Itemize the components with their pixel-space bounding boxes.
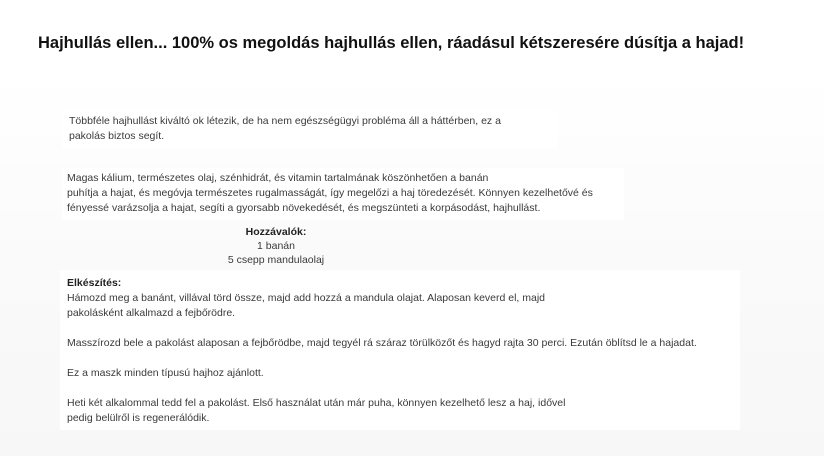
frequency-line: pedig belülről is regenerálódik. — [67, 412, 210, 424]
preparation-step-2: Masszírozd bele a pakolást alaposan a fejbőrödbe, majd tegyél rá száraz törülközőt és hagyd rajta 30 perci. Ezután öblítsd le a hajadat. — [67, 337, 697, 349]
preparation-note: Ez a maszk minden típusú hajhoz ajánlott. — [67, 367, 264, 379]
page-title: Hajhullás ellen... 100% os megoldás hajhullás ellen, ráadásul kétszeresére dúsítja a hajad! — [38, 34, 745, 52]
banana-info-paragraph — [67, 171, 593, 216]
ingredients-title: Hozzávalók: — [245, 226, 307, 238]
intro-paragraph — [69, 114, 501, 144]
intro-line: Többféle hajhullást kiváltó ok létezik, de ha nem egészségügyi probléma áll a háttérben, ez a — [69, 115, 501, 127]
frequency-line: Heti két alkalommal tedd fel a pakolást. Első használat után már puha, könnyen kezelhető lesz a haj, idővel — [67, 397, 566, 409]
step-line: Hámozd meg a banánt, villával törd össze, majd add hozzá a mandula olajat. Alaposan keverd el, majd — [67, 292, 546, 304]
banana-info-line: fényessé varázsolja a hajat, segíti a gyorsabb növekedését, és megszünteti a korpásodást, hajhullást. — [67, 202, 541, 214]
ingredients-section — [206, 225, 346, 267]
banana-info-line: Magas kálium, természetes olaj, szénhidrát, és vitamin tartalmának köszönhetően a banán — [67, 172, 489, 184]
preparation-frequency — [67, 396, 565, 426]
preparation-title: Elkészítés: — [67, 277, 122, 289]
intro-line: pakolás biztos segít. — [69, 130, 165, 142]
step-line: pakolásként alkalmazd a fejbőrödre. — [67, 307, 236, 319]
ingredient-item: 1 banán — [257, 240, 295, 252]
banana-info-line: puhítja a hajat, és megóvja természetes rugalmasságát, így megelőzi a haj töredezését. Könnyen kezelhetővé és — [67, 187, 593, 199]
ingredient-item: 5 csepp mandulaolaj — [227, 254, 325, 266]
preparation-step-1 — [67, 291, 545, 321]
